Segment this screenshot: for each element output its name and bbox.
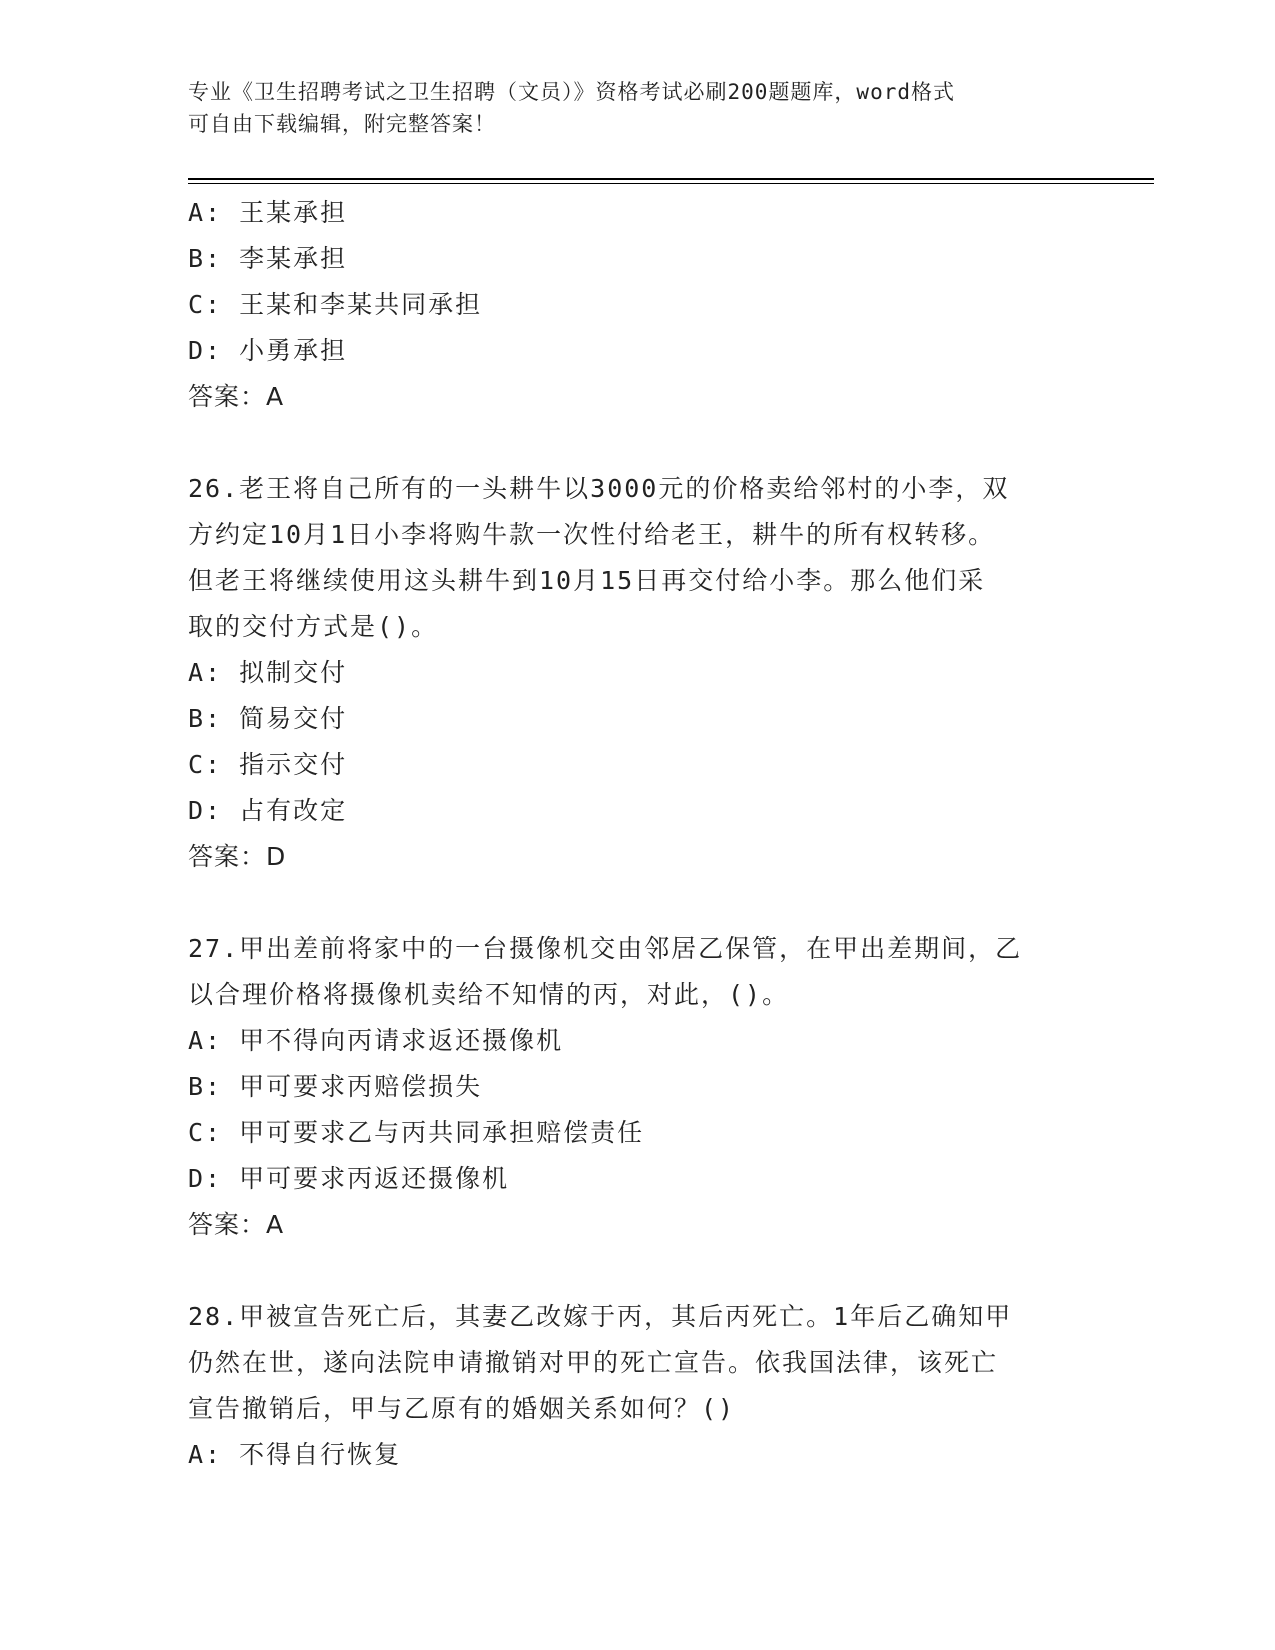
question-stem-line: 仍然在世，遂向法院申请撤销对甲的死亡宣告。依我国法律，该死亡 <box>188 1348 999 1377</box>
spacer <box>188 880 1078 926</box>
header-line-1: 专业《卫生招聘考试之卫生招聘（文员）》资格考试必刷200题题库，word格式 <box>188 80 955 104</box>
option-d: D: 甲可要求丙返还摄像机 <box>188 1164 510 1193</box>
question-stem-line: 以合理价格将摄像机卖给不知情的丙，对此，()。 <box>188 980 790 1009</box>
question-stem-line: 28.甲被宣告死亡后，其妻乙改嫁于丙，其后丙死亡。1年后乙确知甲 <box>188 1302 1013 1331</box>
option-c: C: 指示交付 <box>188 750 348 779</box>
option-c: C: 甲可要求乙与丙共同承担赔偿责任 <box>188 1118 645 1147</box>
question-26 <box>188 466 1078 880</box>
spacer <box>188 420 1078 466</box>
header-line-2: 可自由下载编辑，附完整答案！ <box>188 112 496 136</box>
option-a: A: 王某承担 <box>188 198 348 227</box>
question-27 <box>188 926 1078 1248</box>
question-stem-line: 27.甲出差前将家中的一台摄像机交由邻居乙保管，在甲出差期间，乙 <box>188 934 1023 963</box>
answer: 答案：A <box>188 1210 285 1239</box>
option-b: B: 简易交付 <box>188 704 348 733</box>
option-a: A: 不得自行恢复 <box>188 1440 402 1469</box>
question-stem-line: 宣告撤销后，甲与乙原有的婚姻关系如何？() <box>188 1394 736 1423</box>
question-stem-line: 26.老王将自己所有的一头耕牛以3000元的价格卖给邻村的小李，双 <box>188 474 1010 503</box>
option-d: D: 小勇承担 <box>188 336 348 365</box>
option-b: B: 李某承担 <box>188 244 348 273</box>
option-c: C: 王某和李某共同承担 <box>188 290 483 319</box>
option-a: A: 甲不得向丙请求返还摄像机 <box>188 1026 564 1055</box>
option-a: A: 拟制交付 <box>188 658 348 687</box>
question-stem-line: 取的交付方式是()。 <box>188 612 439 641</box>
option-b: B: 甲可要求丙赔偿损失 <box>188 1072 483 1101</box>
header-rule-thin <box>188 183 1154 184</box>
document-header <box>188 76 1068 140</box>
spacer <box>188 1248 1078 1294</box>
question-stem-line: 但老王将继续使用这头耕牛到10月15日再交付给小李。那么他们采 <box>188 566 986 595</box>
header-rule-thick <box>188 178 1154 180</box>
question-25 <box>188 190 1078 420</box>
question-28 <box>188 1294 1078 1478</box>
option-d: D: 占有改定 <box>188 796 348 825</box>
answer: 答案：A <box>188 382 285 411</box>
document-body <box>188 190 1078 1478</box>
question-stem-line: 方约定10月1日小李将购牛款一次性付给老王，耕牛的所有权转移。 <box>188 520 996 549</box>
answer: 答案：D <box>188 842 287 871</box>
